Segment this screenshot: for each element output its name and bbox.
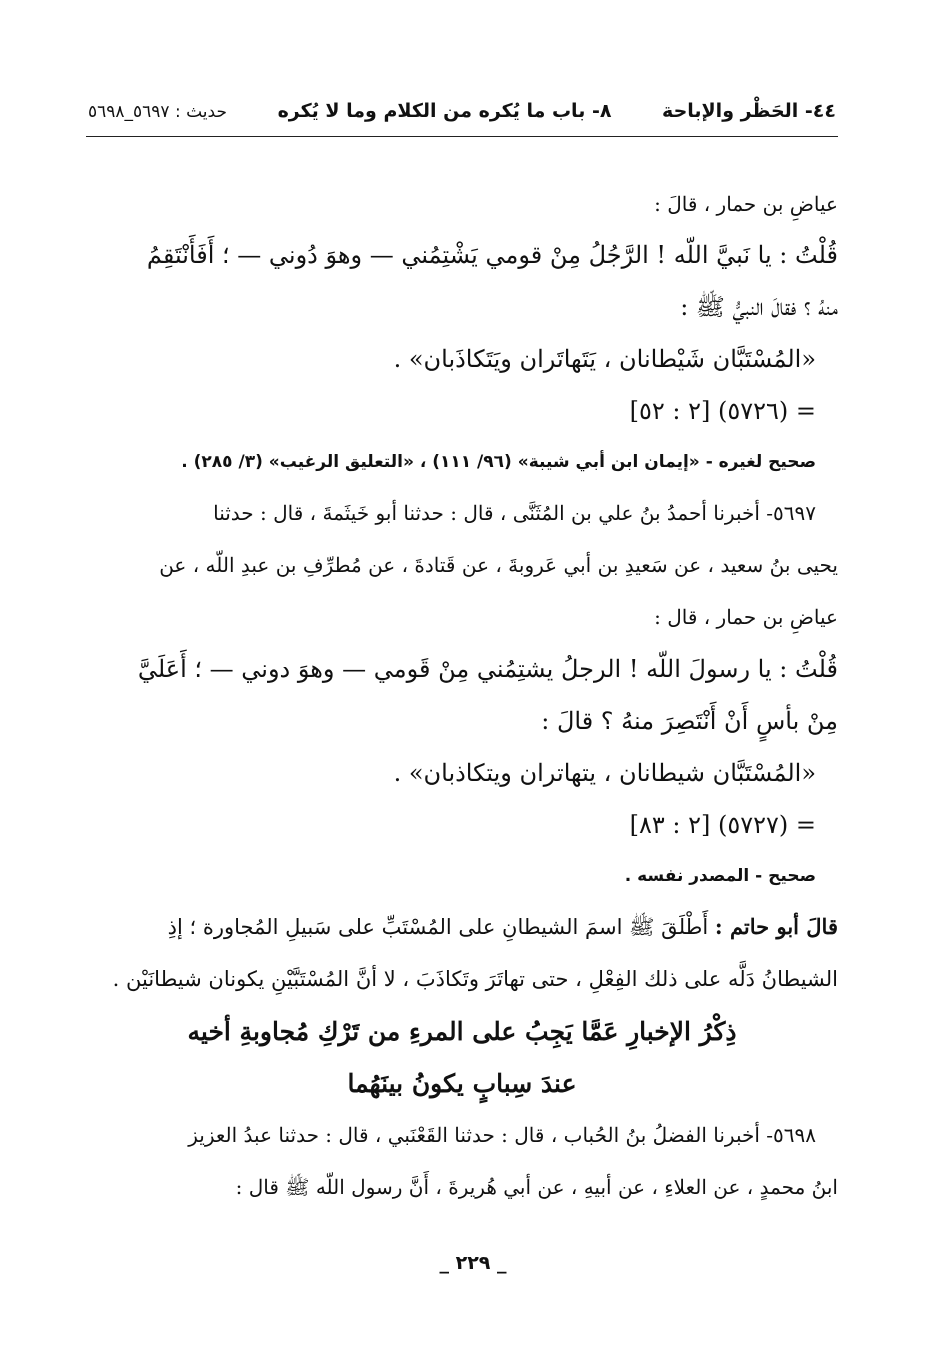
isnad-line: ٥٦٩٨- أخبرنا الفضلُ بنُ الحُباب ، قال : حدثنا القَعْنَبي ، قال : حدثنا عبدُ العزيز (188, 1123, 816, 1147)
grading-note: صحيح - المصدر نفسه . (624, 866, 816, 886)
isnad-line: ابنُ محمدٍ ، عن العلاءِ ، عن أبيهِ ، عن أبي هُريرةَ ، أَنَّ رسول اللّه ﷺ قال : (235, 1175, 838, 1199)
hadith-quote-line: قُلْتُ : يا نَبيَّ اللّه ! الرَّجُلُ مِنْ قومي يَشْتِمُني — وهوَ دُوني — ؛ أَفَأَنْتَقِمُ (146, 241, 838, 269)
hadith-quote-line: قُلْتُ : يا رسولَ اللّه ! الرجلُ يشتِمُني مِنْ قَومي — وهوَ دوني — ؛ أَعَلَيَّ (137, 655, 838, 683)
isnad-line: عياضِ بن حمار ، قال : (654, 605, 838, 629)
section-heading: عندَ سِبابٍ يكونُ بينَهُما (347, 1069, 577, 1098)
hadith-quote-line: مِنْ بأسٍ أَنْ أَنْتَصِرَ منهُ ؟ قالَ : (541, 707, 838, 735)
section-heading: ذِكْرُ الإخبارِ عَمَّا يَجِبُ على المرءِ من تَرْكِ مُجاوبةِ أخيه (187, 1017, 737, 1046)
running-header (86, 100, 838, 137)
cross-reference: = (٥٧٢٦) [٢ : ٥٢] (629, 397, 816, 425)
commentary-line: الشيطانُ دَلَّه على ذلك الفِعْلِ ، حتى تهاتَرَ وتَكاذَبَ ، لا أنَّ المُسْتَبَّيْنِ يكونان شيطانَيْن . (112, 967, 838, 991)
prophet-saying: «المُسْتَبَّان شيطانان ، يتهاتران ويتكاذبان» . (393, 759, 816, 787)
book-title: ٤٤- الحَظْر والإباحة (662, 100, 836, 122)
page-number: _ ٢٢٩ _ (439, 1252, 507, 1274)
hadith-range: حديث : ٥٦٩٧_٥٦٩٨ (88, 102, 227, 122)
hadith-quote-line: منهُ ؟ فقالَ النبيُّ ﷺ : (680, 293, 838, 321)
body-text (86, 179, 838, 1213)
cross-reference: = (٥٧٢٧) [٢ : ٨٣] (629, 811, 816, 839)
page (86, 100, 838, 1213)
commentary-line (86, 901, 838, 953)
chapter-title: ٨- باب ما يُكره من الكلام وما لا يُكره (277, 100, 612, 122)
grading-note: صحيح لغيره - «إيمان ابن أبي شيبة» (٩٦/ ١١١) ، «التعليق الرغيب» (٣/ ٢٨٥) . (181, 452, 816, 472)
prophet-saying: «المُسْتَبَّان شَيْطانان ، يَتَهاتَران ويَتَكاذَبان» . (393, 345, 816, 373)
commentary-lead: قالَ أبو حاتم : (714, 914, 838, 939)
isnad-line: يحيى بنُ سعيد ، عن سَعيدِ بن أبي عَروبةَ ، عن قَتادةَ ، عن مُطرِّفِ بن عبدِ اللّه ، عن (159, 553, 838, 577)
text-line: عياضِ بن حمار ، قالَ : (654, 192, 838, 216)
isnad-line: ٥٦٩٧- أخبرنا أحمدُ بنُ علي بن المُثَنَّى ، قال : حدثنا أبو خَيثَمةَ ، قال : حدثنا (213, 501, 816, 525)
commentary-text: أَطْلَقَ ﷺ اسمَ الشيطانِ على المُسْتَبِّ على سَبيلِ المُجاورة ؛ إذِ (167, 915, 709, 939)
